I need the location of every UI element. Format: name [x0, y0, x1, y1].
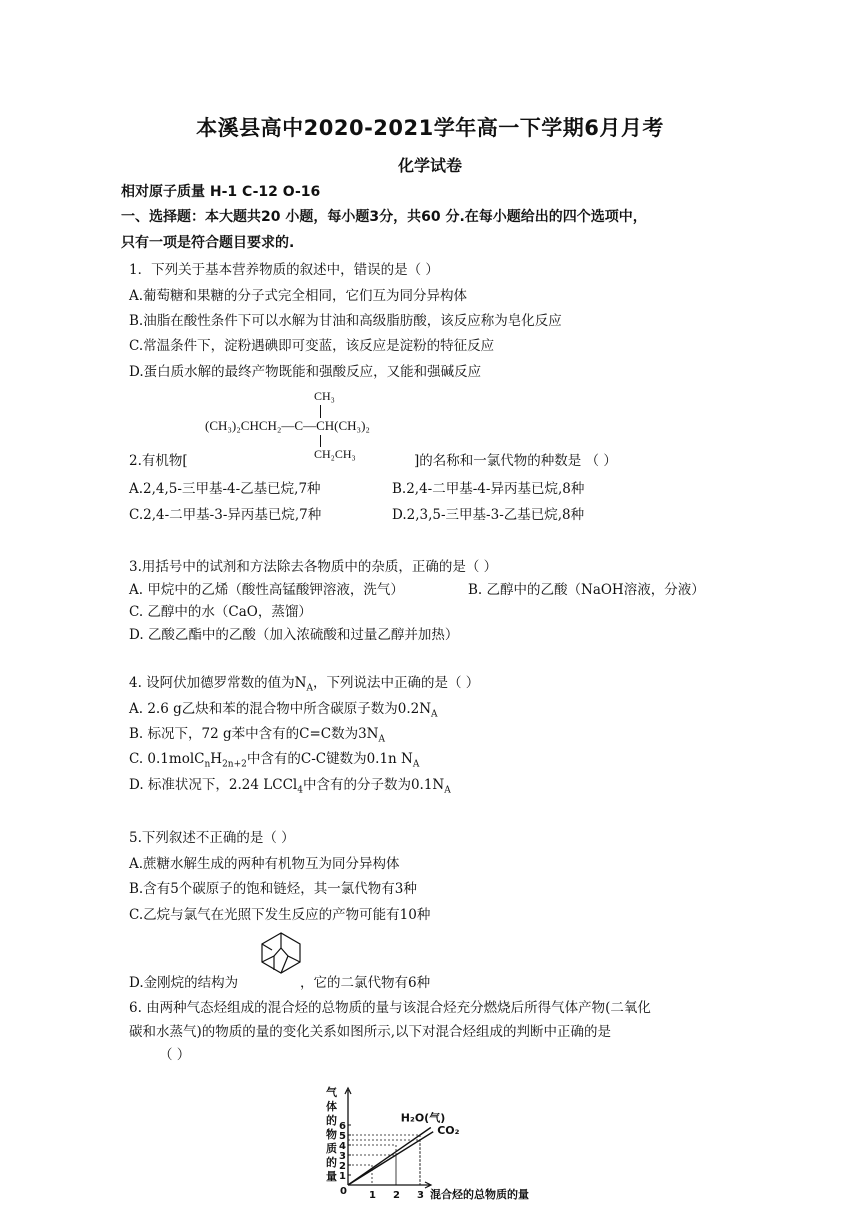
origin-label: 0 [340, 1186, 347, 1197]
y-axis-label: 气体的物质的量 [326, 1086, 337, 1183]
q4-option-d: D. 标准状况下，2.24 LCCl$_4$中含有的分子数为$0.1N_A$ [129, 777, 451, 796]
q2-stem-post: ]的名称和一氯代物的种数是 （ ） [414, 453, 617, 469]
section-header-line1: 一、选择题：本大题共20 小题，每小题3分，共60 分.在每小题给出的四个选项中， [121, 209, 647, 225]
q3-stem: 3.用括号中的试剂和方法除去各物质中的杂质，正确的是（ ） [129, 559, 498, 575]
q4-option-c: C. $0.1molC_nH_{2n+2}$中含有的C-C键数为0.1n $N_A$ [129, 751, 420, 770]
q3-option-c: C. 乙醇中的水（CaO，蒸馏） [129, 604, 312, 620]
y-tick-label: 1 [339, 1171, 346, 1182]
q1-stem: 1．下列关于基本营养物质的叙述中，错误的是（ ） [129, 262, 439, 278]
atomic-mass-line: 相对原子质量 H-1 C-12 O-16 [121, 184, 321, 200]
series-line-h2o [348, 1128, 431, 1186]
y-tick-label: 4 [339, 1141, 346, 1152]
q2-option-d: D.2,3,5-三甲基-3-乙基已烷,8种 [392, 507, 585, 523]
page-subtitle: 化学试卷 [397, 156, 462, 175]
q5-stem: 5.下列叙述不正确的是（ ） [129, 830, 295, 846]
y-tick-label: 2 [339, 1161, 346, 1172]
x-tick-label: 2 [393, 1190, 400, 1201]
section-header-line2: 只有一项是符合题目要求的. [121, 235, 295, 251]
q2-formula-vbar-top [320, 405, 321, 418]
y-tick-label: 3 [339, 1151, 346, 1162]
q2-formula-bottom: CH₂CH₃ [314, 447, 356, 461]
q2-formula-top: CH₃ [314, 389, 335, 403]
q1-option-c: C.常温条件下，淀粉遇碘即可变蓝，该反应是淀粉的特征反应 [129, 338, 495, 354]
series-label-co2: CO₂ [437, 1123, 460, 1137]
q2-option-c: C.2,4-二甲基-3-异丙基已烷,7种 [129, 507, 322, 523]
x-tick-label: 3 [417, 1190, 424, 1201]
q2-option-b: B.2,4-二甲基-4-异丙基已烷,8种 [392, 481, 585, 497]
q3-option-d: D. 乙酸乙酯中的乙酸（加入浓硫酸和过量乙醇并加热） [129, 627, 459, 643]
y-tick-label: 6 [339, 1121, 346, 1132]
q5-option-b: B.含有5个碳原子的饱和链烃，其一氯代物有3种 [129, 881, 417, 897]
q2-formula-main: (CH₃)₂CHCH₂—C—CH(CH₃)₂ [205, 418, 370, 433]
q2-formula-vbar-bottom [320, 435, 321, 447]
series-label-h2o: H₂O(气) [400, 1111, 446, 1125]
q6-line2: 碳和水蒸气)的物质的量的变化关系如图所示,以下对混合烃组成的判断中正确的是 [129, 1024, 612, 1040]
q2-option-a: A.2,4,5-三甲基-4-乙基已烷,7种 [129, 481, 321, 497]
x-axis-label: 混合烃的总物质的量 [430, 1188, 529, 1201]
q4-option-a: A. 2.6 g乙炔和苯的混合物中所含碳原子数为$0.2N_A$ [129, 701, 438, 720]
q4-stem: 4. 设阿伏加德罗常数的值为$N_A$，下列说法中正确的是（ ） [129, 675, 480, 694]
q1-option-a: A.葡萄糖和果糖的分子式完全相同，它们互为同分异构体 [129, 288, 468, 304]
gas-amount-chart [318, 1082, 568, 1206]
q3-option-a: A. 甲烷中的乙烯（酸性高锰酸钾溶液，洗气） [129, 582, 404, 598]
q3-option-b: B. 乙醇中的乙酸（NaOH溶液，分液） [468, 582, 705, 598]
q6-line3: （ ） [159, 1047, 191, 1063]
q4-option-b: B. 标况下，72 g苯中含有的C=C数为$3N_A$ [129, 726, 385, 745]
q1-option-d: D.蛋白质水解的最终产物既能和强酸反应，又能和强碱反应 [129, 364, 482, 380]
q5-option-a: A.蔗糖水解生成的两种有机物互为同分异构体 [129, 856, 400, 872]
y-tick-label: 5 [339, 1131, 346, 1142]
q2-stem-pre: 2.有机物[ [129, 453, 188, 469]
adamantane-structure-icon [256, 930, 306, 978]
q5-option-d-pre: D.金刚烷的结构为 [129, 975, 239, 991]
q1-option-b: B.油脂在酸性条件下可以水解为甘油和高级脂肪酸，该反应称为皂化反应 [129, 313, 562, 329]
page-title: 本溪县高中2020-2021学年高一下学期6月月考 [196, 116, 664, 140]
q5-option-c: C.乙烷与氯气在光照下发生反应的产物可能有10种 [129, 907, 431, 923]
q5-option-d-post: ，它的二氯代物有6种 [300, 975, 431, 991]
x-tick-label: 1 [369, 1190, 376, 1201]
q6-line1: 6. 由两种气态烃组成的混合烃的总物质的量与该混合烃充分燃烧后所得气体产物(二氧化 [129, 1000, 651, 1016]
